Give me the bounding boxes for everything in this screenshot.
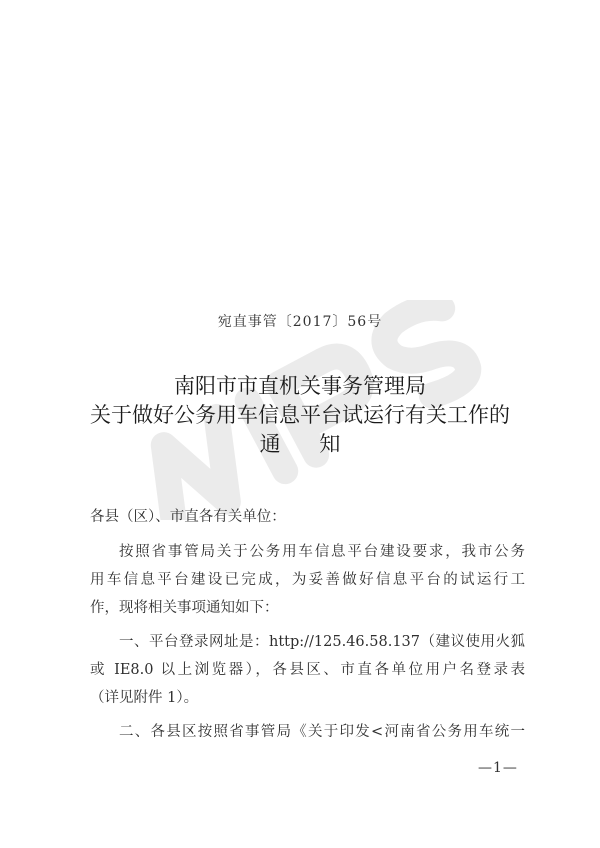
paragraph-3 <box>90 718 525 746</box>
paragraph-line: 或 IE8.0 以上浏览器），各县区、市直各单位用户名登录表 <box>90 662 525 678</box>
title-line-3: 通 知 <box>259 432 357 456</box>
document-number: 宛直事管〔2017〕56号 <box>217 314 383 330</box>
paragraph-line: 用车信息平台建设已完成，为妥善做好信息平台的试运行工 <box>90 572 525 588</box>
title-line-1: 南阳市市直机关事务管理局 <box>174 374 426 398</box>
paragraph-1 <box>90 538 525 622</box>
salutation <box>90 503 525 531</box>
paragraph-line: 二、各县区按照省事管局《关于印发<河南省公务用车统一 <box>119 724 525 740</box>
paragraph-line: 一、平台登录网址是：http://125.46.58.137（建议使用火狐 <box>119 634 525 650</box>
paragraph-2 <box>90 628 525 712</box>
page-number: —1— <box>478 760 518 776</box>
paragraph-line: 按照省事管局关于公务用车信息平台建设要求，我市公务 <box>119 544 525 560</box>
title-line-2: 关于做好公务用车信息平台试运行有关工作的 <box>90 403 510 427</box>
salutation-text: 各县（区）、市直各有关单位： <box>90 509 286 525</box>
paragraph-line: （详见附件 1）。 <box>90 690 199 706</box>
paragraph-line: 作，现将相关事项通知如下： <box>90 600 279 616</box>
document-title <box>0 372 600 459</box>
